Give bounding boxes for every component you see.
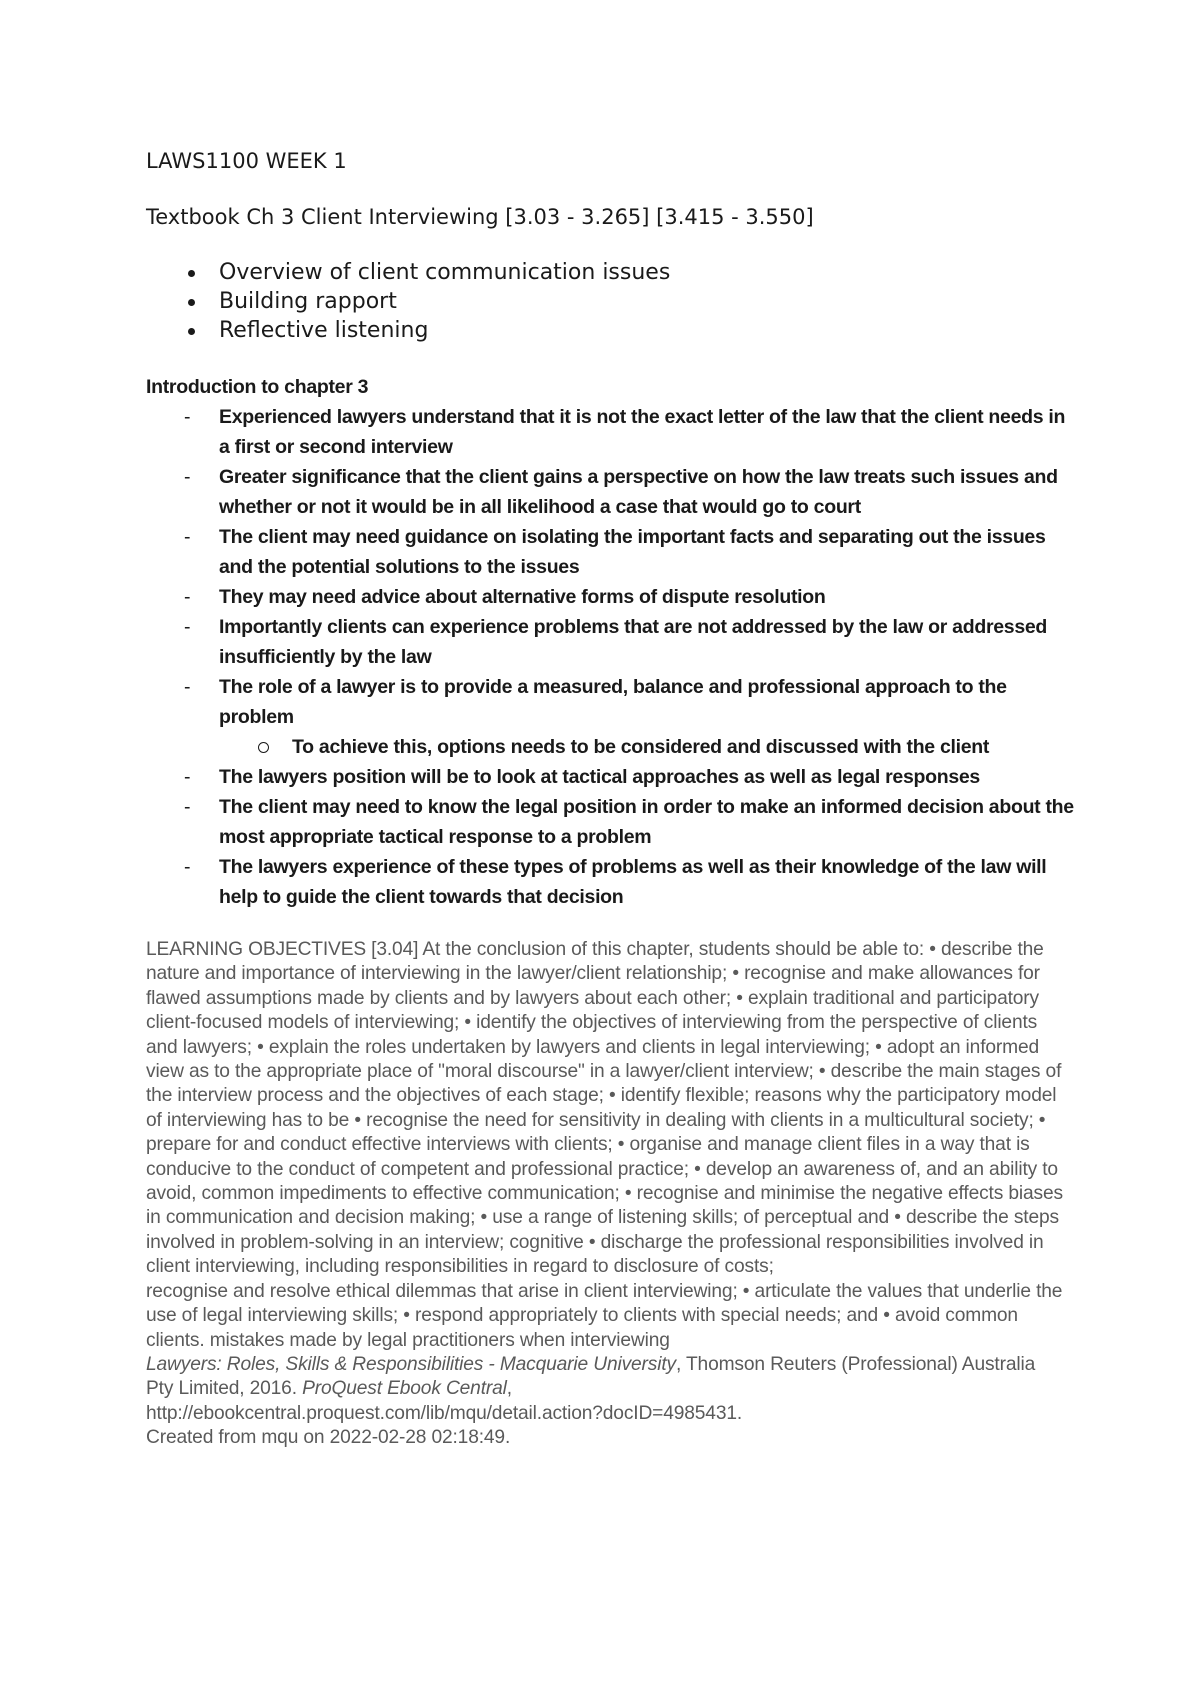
list-item [146,316,670,345]
dash-icon: - [184,406,191,428]
list-item-text: Building rapport [219,289,397,314]
bullet-icon [188,299,195,306]
dash-icon: - [184,466,191,488]
list-item [146,852,1076,912]
list-item-text: The lawyers experience of these types of problems as well as their knowledge of the law will help to guide the client towards that decision [219,856,1047,908]
list-item [146,582,1076,612]
dash-icon: - [184,526,191,548]
citation-url: http://ebookcentral.proquest.com/lib/mqu/detail.action?docID=4985431. [146,1402,743,1424]
objectives-paragraph: LEARNING OBJECTIVES [3.04] At the conclusion of this chapter, students should be able to: • describe the nature and importance of interviewing in the lawyer/client relationship; • recognise and make allowances for flawed assumptions made by clients and by lawyers about each other; • explain traditional and participatory client-focused models of interviewing; • identify the objectives of interviewing from the perspective of clients and lawyers; • explain the roles undertaken by lawyers and clients in legal interviewing; • adopt an informed view as to the appropriate place of "moral discourse" in a lawyer/client interview; • describe the main stages of the interview process and the objectives of each stage; • identify flexible; reasons why the participatory model of interviewing has to be • recognise the need for sensitivity in dealing with clients in a multicultural society; • prepare for and conduct effective interviews with clients; • organise and manage client files in a way that is conducive to the conduct of competent and professional practice; • develop an awareness of, and an ability to avoid, common impediments to effective communication; • recognise and minimise the negative effects biases in communication and decision making; • use a range of listening skills; of perceptual and • describe the steps involved in problem-solving in an interview; cognitive • discharge the professional responsibilities involved in client interviewing, including responsibilities in regard to disclosure of costs; [146,939,1063,1278]
citation-publisher: , Thomson Reuters (Professional) Australia Pty Limited, 2016. [146,1353,1036,1400]
list-item-text: The role of a lawyer is to provide a measured, balance and professional approach to the problem [219,676,1007,728]
section-heading: Introduction to chapter 3 [146,376,369,398]
citation-source: ProQuest Ebook Central [302,1378,507,1400]
list-item [146,792,1076,852]
dash-icon: - [184,856,191,878]
list-item-text: The lawyers position will be to look at tactical approaches as well as legal responses [219,766,980,788]
list-item-text: They may need advice about alternative forms of dispute resolution [219,586,826,608]
list-item-text: Experienced lawyers understand that it is not the exact letter of the law that the client needs in a first or second interview [219,406,1066,458]
bullet-icon [188,328,195,335]
list-item-text: Reflective listening [219,318,429,343]
intro-section [146,372,1076,912]
bullet-icon [188,270,195,277]
dash-icon: - [184,676,191,698]
list-item-text: To achieve this, options needs to be considered and discussed with the client [292,736,990,758]
list-item [146,402,1076,462]
dash-icon: - [184,766,191,788]
list-item [146,672,1076,732]
list-item-text: Overview of client communication issues [219,260,671,285]
list-item [146,462,1076,522]
list-item-text: Greater significance that the client gains a perspective on how the law treats such issues and whether or not it would be in all likelihood a case that would go to court [219,466,1058,518]
learning-objectives [146,938,1066,1451]
citation-source-suffix: , [506,1378,512,1400]
topics-list [146,258,670,345]
dash-icon: - [184,586,191,608]
list-item [146,287,670,316]
document-title: LAWS1100 WEEK 1 [146,149,347,173]
created-note: Created from mqu on 2022-02-28 02:18:49. [146,1427,511,1449]
sub-list-item [146,732,1076,762]
list-item-text: Importantly clients can experience problems that are not addressed by the law or addressed insufficiently by the law [219,616,1048,668]
list-item-text: The client may need guidance on isolating the important facts and separating out the issues and the potential solutions to the issues [219,526,1046,578]
intro-points [146,402,1076,912]
circle-bullet-icon [258,742,269,753]
list-item-text: The client may need to know the legal position in order to make an informed decision about the most appropriate tactical response to a problem [219,796,1074,848]
citation-title: Lawyers: Roles, Skills & Responsibilities - Macquarie University [146,1353,676,1375]
list-item [146,762,1076,792]
objectives-paragraph-continued [146,1280,1066,1426]
list-item [146,522,1076,582]
dash-icon: - [184,616,191,638]
objectives-text: recognise and resolve ethical dilemmas that arise in client interviewing; • articulate the values that underlie the use of legal interviewing skills; • respond appropriately to clients with special needs; and • avoid common clients. mistakes made by legal practitioners when interviewing [146,1280,1063,1351]
list-item [146,258,670,287]
document-subtitle: Textbook Ch 3 Client Interviewing [3.03 - 3.265] [3.415 - 3.550] [146,205,814,229]
list-item [146,612,1076,672]
dash-icon: - [184,796,191,818]
